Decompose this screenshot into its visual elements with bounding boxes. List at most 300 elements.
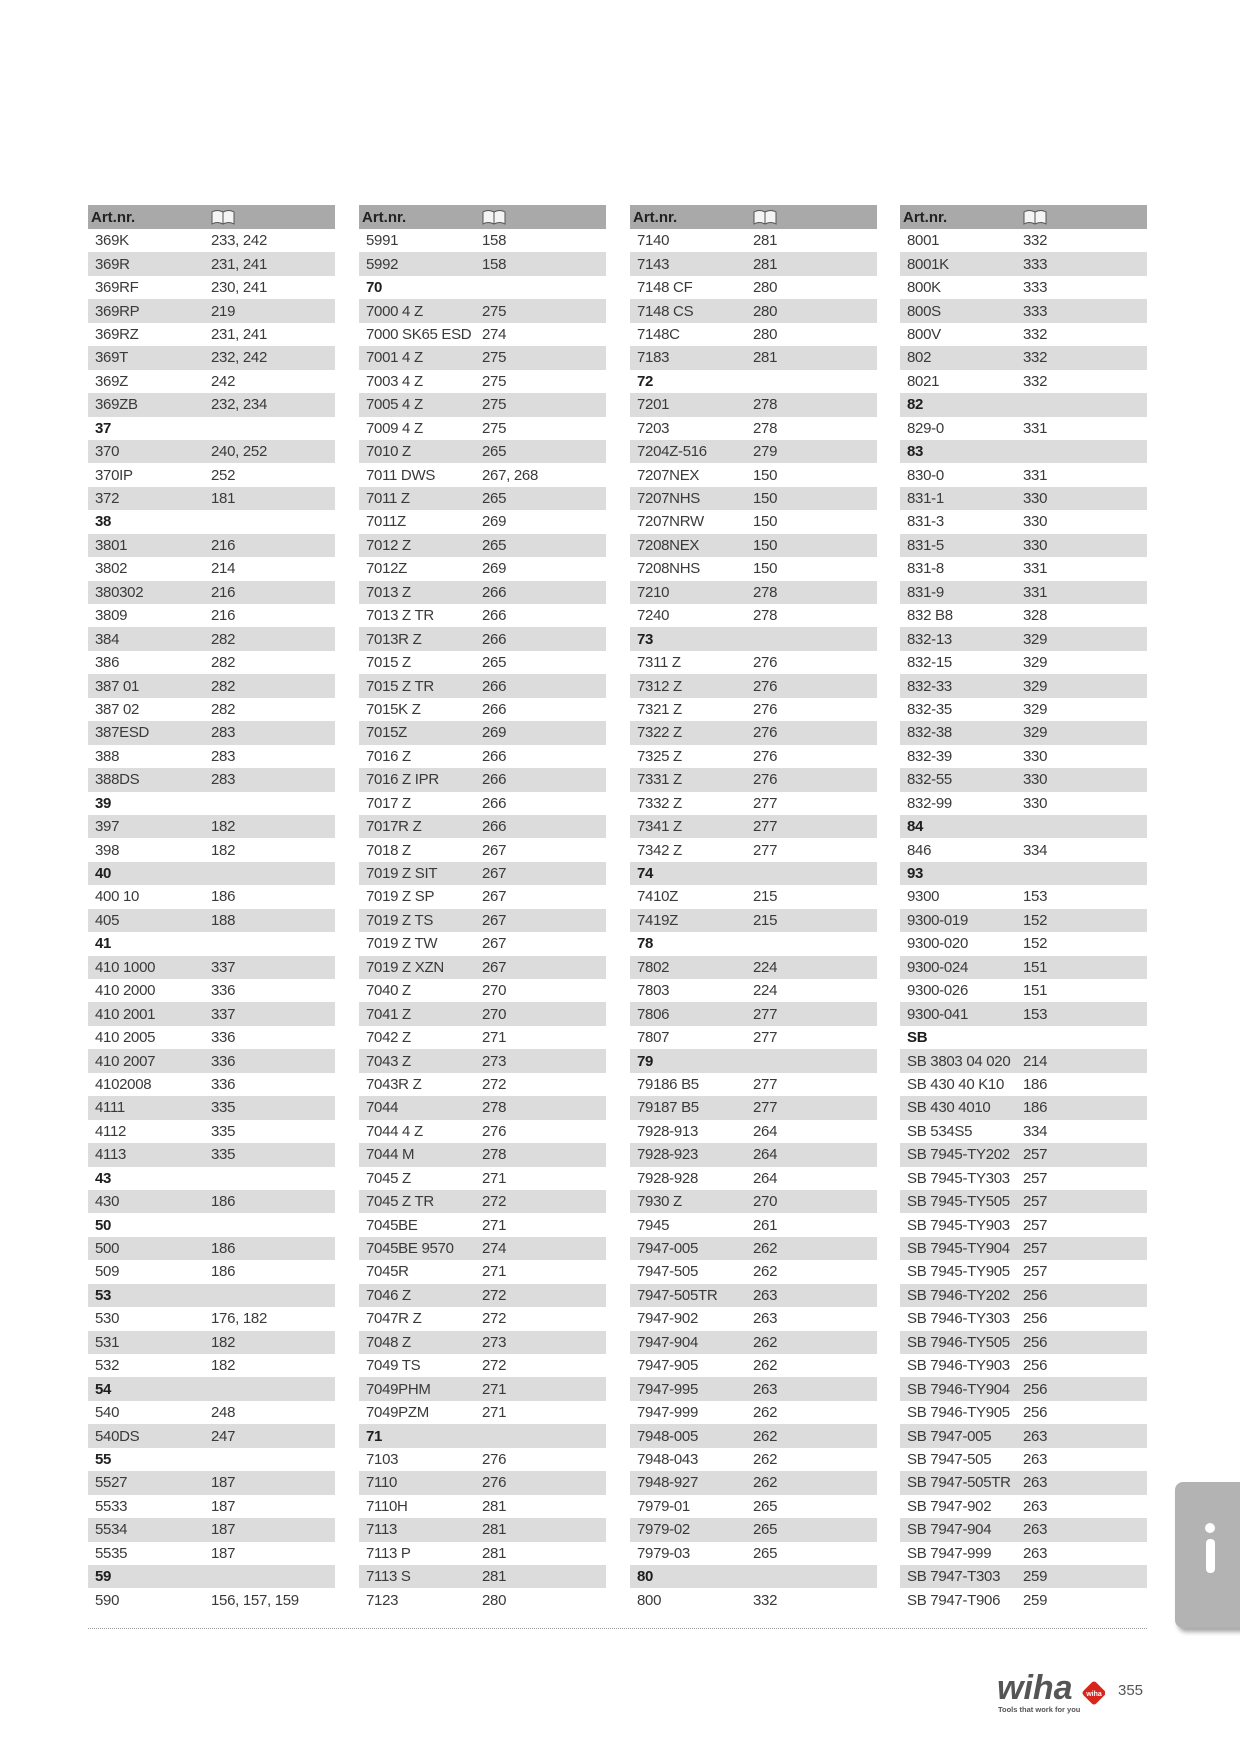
table-row [900,1167,1147,1190]
page-reference: 150 [753,536,778,554]
page-reference: 182 [211,1357,236,1375]
article-number: 5992 [366,255,399,273]
article-number: 5991 [366,232,399,250]
table-row [900,1424,1147,1447]
page-reference: 329 [1023,677,1048,695]
table-row [359,956,606,979]
table-row [900,1237,1147,1260]
table-row [900,909,1147,932]
page-reference: 331 [1023,560,1048,578]
table-row [630,1471,877,1494]
article-number: 79187 B5 [637,1099,699,1117]
table-row [88,229,335,252]
page-reference: 332 [1023,349,1048,367]
table-row [359,721,606,744]
table-row [359,862,606,885]
article-number: 7207NHS [637,490,700,508]
page-reference: 329 [1023,654,1048,672]
page-reference: 330 [1023,747,1048,765]
index-column [88,205,335,1612]
page-reference: 257 [1023,1263,1048,1281]
page-reference: 262 [753,1263,778,1281]
article-number: 7040 Z [366,982,411,1000]
article-number: SB 7947-005 [907,1427,992,1445]
article-number: 40 [95,865,112,883]
table-row [900,346,1147,369]
table-row [900,1354,1147,1377]
article-number: 7019 Z SP [366,888,435,906]
article-number: 78 [637,935,654,953]
page-reference: 277 [753,818,778,836]
article-number: 7947-999 [637,1404,698,1422]
table-row [630,674,877,697]
article-number: 397 [95,818,120,836]
page-reference: 332 [1023,372,1048,390]
article-number: 7019 Z TS [366,911,434,929]
article-number: 7044 4 Z [366,1122,423,1140]
page-reference: 280 [753,325,778,343]
page-reference: 150 [753,466,778,484]
table-row [630,229,877,252]
table-row [88,1424,335,1447]
article-number: 7203 [637,419,670,437]
article-number: 831-5 [907,536,944,554]
table-row [88,815,335,838]
table-row [630,1284,877,1307]
article-number: 387 02 [95,700,140,718]
table-row [359,1284,606,1307]
article-number: 8001 [907,232,940,250]
page-reference: 276 [482,1450,507,1468]
page-reference: 267 [482,958,507,976]
article-number: 9300-024 [907,958,968,976]
article-number: 9300 [907,888,940,906]
article-number: 370IP [95,466,133,484]
section-header-row [630,370,877,393]
article-number: 369R [95,255,130,273]
page-reference: 264 [753,1146,778,1164]
table-row [900,745,1147,768]
table-row [630,885,877,908]
article-number: 7419Z [637,911,679,929]
table-row [630,1167,877,1190]
page-reference: 333 [1023,302,1048,320]
article-number: 7049PZM [366,1404,429,1422]
article-number: 7011Z [366,513,406,531]
article-number: 7948-043 [637,1450,698,1468]
section-header-row [88,1167,335,1190]
page-reference: 271 [482,1404,507,1422]
page-reference: 240, 252 [211,443,267,461]
article-number: 7341 Z [637,818,682,836]
article-number: SB 430 40 K10 [907,1075,1005,1093]
section-header-row [88,792,335,815]
table-row [900,510,1147,533]
article-number: 53 [95,1286,112,1304]
table-row [88,721,335,744]
article-number: 540 [95,1404,120,1422]
index-column [359,205,606,1612]
page-reference: 186 [1023,1099,1048,1117]
page-reference: 187 [211,1497,236,1515]
page-reference: 276 [753,771,778,789]
article-number: 4113 [95,1146,127,1164]
table-row [359,510,606,533]
page-reference: 283 [211,771,236,789]
page-reference: 265 [753,1544,778,1562]
page-reference: 263 [1023,1427,1048,1445]
article-number: 82 [907,396,924,414]
table-row [359,1213,606,1236]
page-reference: 267 [482,865,507,883]
page-reference: 272 [482,1357,507,1375]
table-row [900,698,1147,721]
article-number: 400 10 [95,888,140,906]
article-number: 7342 Z [637,841,682,859]
article-number: 7979-01 [637,1497,690,1515]
article-number: 7183 [637,349,670,367]
table-row [630,1331,877,1354]
page-reference: 279 [753,443,778,461]
article-number: 800S [907,302,941,320]
page-reference: 281 [482,1568,507,1586]
article-number: 7013R Z [366,630,422,648]
article-number: SB 7946-TY505 [907,1333,1010,1351]
table-row [359,1354,606,1377]
table-row [88,1495,335,1518]
article-number: 384 [95,630,120,648]
page-reference: 266 [482,818,507,836]
table-row [88,440,335,463]
section-header-row [359,1424,606,1447]
table-row [630,1073,877,1096]
table-row [359,1495,606,1518]
article-number: 832-15 [907,654,952,672]
article-number: 540DS [95,1427,140,1445]
section-header-row [900,440,1147,463]
page-reference: 331 [1023,419,1048,437]
page-reference: 269 [482,724,507,742]
table-row [900,1518,1147,1541]
article-number: 590 [95,1591,120,1609]
page-reference: 272 [482,1075,507,1093]
article-number: 7016 Z [366,747,411,765]
article-number: 430 [95,1193,120,1211]
page-reference: 277 [753,1075,778,1093]
page-reference: 274 [482,1240,507,1258]
section-header-row [630,1049,877,1072]
table-row [359,1401,606,1424]
page-reference: 153 [1023,1005,1048,1023]
table-row [900,1213,1147,1236]
table-row [900,651,1147,674]
table-row [900,417,1147,440]
page-reference: 270 [753,1193,778,1211]
table-row [88,1049,335,1072]
table-row [630,1495,877,1518]
page-reference: 281 [753,349,778,367]
table-row [359,698,606,721]
section-header-row [88,1448,335,1471]
article-number: 7201 [637,396,670,414]
page-reference: 216 [211,607,236,625]
article-number: 7143 [637,255,670,273]
article-number: 7012 Z [366,536,411,554]
page-reference: 281 [482,1544,507,1562]
section-header-row [900,862,1147,885]
table-row [900,1049,1147,1072]
article-number: 532 [95,1357,120,1375]
article-number: SB 7947-505 [907,1450,992,1468]
article-number: 369Z [95,372,128,390]
article-number: 829-0 [907,419,944,437]
page-reference: 150 [753,560,778,578]
article-number: 84 [907,818,924,836]
page-reference: 256 [1023,1310,1048,1328]
page-reference: 216 [211,583,236,601]
article-number: 7928-928 [637,1169,698,1187]
article-number: 7110H [366,1497,408,1515]
page-reference: 266 [482,583,507,601]
table-row [359,1143,606,1166]
section-header-row [88,1565,335,1588]
article-number: 93 [907,865,924,883]
article-number: SB 7945-TY904 [907,1240,1010,1258]
table-row [359,1518,606,1541]
table-row [900,627,1147,650]
page-reference: 280 [482,1591,507,1609]
section-header-row [88,510,335,533]
table-row [359,1260,606,1283]
table-row [359,885,606,908]
article-number: 369K [95,232,129,250]
table-row [900,838,1147,861]
table-row [630,1002,877,1025]
table-row [900,252,1147,275]
page-reference: 263 [1023,1544,1048,1562]
article-number: 7000 SK65 ESD [366,325,472,343]
table-row [359,370,606,393]
page-reference: 265 [482,443,507,461]
table-row [88,768,335,791]
table-row [900,792,1147,815]
table-row [88,557,335,580]
table-row [359,1377,606,1400]
page-reference: 150 [753,513,778,531]
page-reference: 259 [1023,1568,1048,1586]
table-row [359,393,606,416]
page-reference: 231, 241 [211,325,267,343]
article-number: 7930 Z [637,1193,682,1211]
table-row [88,1073,335,1096]
page-reference: 263 [753,1286,778,1304]
article-number: 7331 Z [637,771,682,789]
table-row [88,604,335,627]
article-number: 7011 DWS [366,466,436,484]
section-header-row [88,932,335,955]
page-reference: 158 [482,255,507,273]
page-reference: 257 [1023,1193,1048,1211]
page-reference: 152 [1023,935,1048,953]
article-number: 5527 [95,1474,128,1492]
table-row [359,1096,606,1119]
article-number: 3809 [95,607,128,625]
table-row [630,323,877,346]
article-number: 7948-927 [637,1474,698,1492]
article-number: 3802 [95,560,128,578]
article-number: 7947-505TR [637,1286,718,1304]
page-reference: 232, 234 [211,396,267,414]
table-row [630,651,877,674]
article-number: 7332 Z [637,794,682,812]
page-reference: 256 [1023,1357,1048,1375]
table-row [900,1377,1147,1400]
table-row [359,1448,606,1471]
table-row [630,792,877,815]
page-reference: 267 [482,935,507,953]
article-number: 7208NEX [637,536,700,554]
article-number: 800 [637,1591,662,1609]
table-row [359,1471,606,1494]
page-reference: 269 [482,560,507,578]
table-row [88,1471,335,1494]
table-row [88,1143,335,1166]
page-reference: 256 [1023,1404,1048,1422]
page-reference: 335 [211,1122,236,1140]
article-number: 7113 S [366,1568,411,1586]
article-number: 38 [95,513,112,531]
article-number: 7947-995 [637,1380,698,1398]
page-reference: 270 [482,1005,507,1023]
page-reference: 281 [482,1497,507,1515]
table-row [900,674,1147,697]
table-row [359,932,606,955]
table-row [900,370,1147,393]
article-number: 7015 Z TR [366,677,434,695]
table-row [88,393,335,416]
table-row [630,604,877,627]
page-reference: 283 [211,747,236,765]
page-reference: 231, 241 [211,255,267,273]
section-header-row [359,276,606,299]
page-reference: 276 [753,724,778,742]
table-row [630,1096,877,1119]
page-reference: 256 [1023,1333,1048,1351]
table-row [630,1542,877,1565]
page-reference: 336 [211,1029,236,1047]
article-number: 7802 [637,958,670,976]
table-row [359,440,606,463]
article-number: 7015Z [366,724,408,742]
page-reference: 152 [1023,911,1048,929]
table-row [630,276,877,299]
article-number: 7047R Z [366,1310,422,1328]
table-row [88,1096,335,1119]
section-header-row [900,815,1147,838]
article-number: 509 [95,1263,120,1281]
page-reference: 335 [211,1146,236,1164]
article-number: 369RP [95,302,140,320]
article-number: 7001 4 Z [366,349,423,367]
page-reference: 265 [482,536,507,554]
article-number: 3801 [95,536,128,554]
page-reference: 156, 157, 159 [211,1591,299,1609]
page-reference: 267 [482,841,507,859]
table-row [88,698,335,721]
open-book-icon [753,209,777,225]
article-number: 4102008 [95,1075,152,1093]
table-row [900,1190,1147,1213]
article-number: 7044 M [366,1146,415,1164]
page-reference: 280 [753,279,778,297]
article-number: 800V [907,325,941,343]
page-reference: 266 [482,771,507,789]
table-row [359,1002,606,1025]
page-reference: 334 [1023,1122,1048,1140]
table-row [88,581,335,604]
article-number: 369RZ [95,325,139,343]
article-number: 7019 Z TW [366,935,438,953]
page-reference: 271 [482,1263,507,1281]
article-number: 369ZB [95,396,138,414]
article-number: 7979-02 [637,1521,690,1539]
page-reference: 263 [1023,1474,1048,1492]
page-reference: 275 [482,302,507,320]
table-row [630,417,877,440]
article-number: 71 [366,1427,383,1445]
table-row [359,1237,606,1260]
table-row [88,346,335,369]
table-row [630,1377,877,1400]
article-number: 7311 Z [637,654,681,672]
article-number: 7113 [366,1521,398,1539]
logo-wordmark: wiha [997,1669,1073,1707]
article-number: 7321 Z [637,700,682,718]
table-row [900,276,1147,299]
article-number: SB 534S5 [907,1122,973,1140]
table-row [359,346,606,369]
page-reference: 187 [211,1474,236,1492]
info-side-tab[interactable] [1175,1482,1240,1628]
article-number: SB 7946-TY202 [907,1286,1010,1304]
article-number: 9300-019 [907,911,968,929]
article-number: 7210 [637,583,670,601]
table-row [359,674,606,697]
page-reference: 333 [1023,279,1048,297]
page-reference: 273 [482,1052,507,1070]
page-reference: 262 [753,1427,778,1445]
section-header-row [88,1284,335,1307]
article-number: 9300-041 [907,1005,968,1023]
page-reference: 281 [482,1521,507,1539]
page-reference: 269 [482,513,507,531]
page-reference: 274 [482,325,507,343]
article-number: 500 [95,1240,120,1258]
page-reference: 277 [753,1099,778,1117]
page-reference: 187 [211,1521,236,1539]
table-row [359,229,606,252]
table-row [359,1307,606,1330]
table-row [630,815,877,838]
table-row [630,1424,877,1447]
article-number: 7312 Z [637,677,682,695]
page-reference: 273 [482,1333,507,1351]
page-reference: 276 [482,1122,507,1140]
article-number: 7410Z [637,888,679,906]
page-reference: 328 [1023,607,1048,625]
article-number: 831-1 [907,490,944,508]
article-number: 7043 Z [366,1052,411,1070]
